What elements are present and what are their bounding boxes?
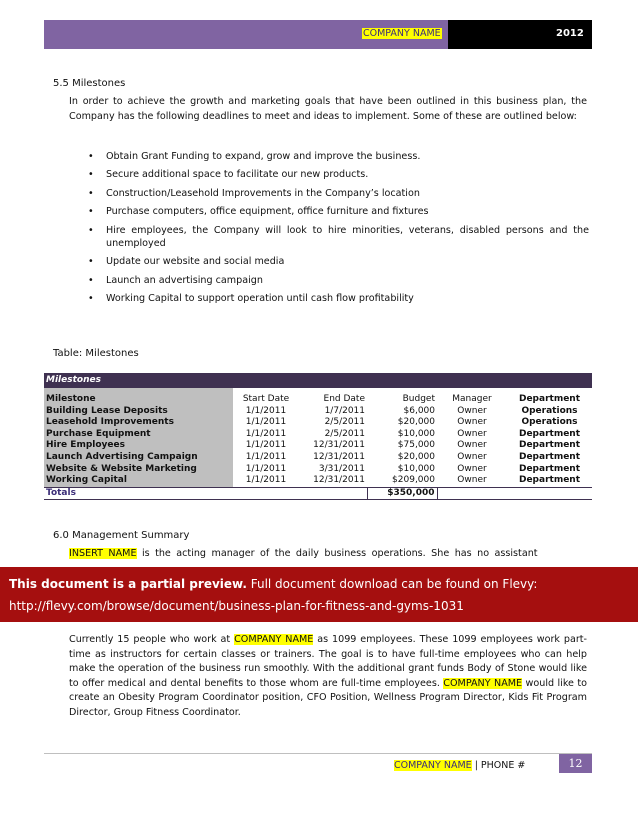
cell-milestone: Leasehold Improvements (44, 417, 233, 429)
table-title: Milestones (44, 373, 592, 388)
page-number: 12 (559, 754, 592, 773)
personnel-paragraph (69, 633, 587, 721)
cell-start: 1/1/2011 (245, 428, 287, 439)
totals-label: Totals (44, 487, 233, 500)
milestones-bullet-list (69, 150, 589, 310)
cell-budget: $6,000 (403, 405, 435, 416)
section-heading-management: 6.0 Management Summary (53, 530, 190, 541)
header-company-name: COMPANY NAME (363, 28, 441, 39)
table-row (44, 475, 592, 487)
insert-name-highlight: INSERT NAME (69, 548, 137, 559)
table-row (44, 429, 592, 441)
cell-start: 1/1/2011 (245, 405, 287, 416)
cell-budget: $10,000 (397, 463, 435, 474)
list-item: • Purchase computers, office equipment, office furniture and fixtures (88, 206, 429, 218)
cell-manager: Owner (457, 405, 487, 416)
list-item: • Working Capital to support operation until cash flow profitability (88, 292, 414, 304)
cell-manager: Owner (457, 463, 487, 474)
col-header-end: End Date (323, 394, 365, 404)
cell-manager: Owner (457, 451, 487, 462)
footer-phone: | PHONE # (471, 760, 526, 771)
cell-department: Operations (521, 405, 578, 416)
company-name-highlight: COMPANY NAME (443, 677, 523, 689)
cell-end: 12/31/2011 (313, 451, 365, 462)
cell-manager: Owner (457, 475, 487, 486)
table-row (44, 417, 592, 429)
cell-end: 3/31/2011 (318, 463, 365, 474)
cell-milestone: Building Lease Deposits (44, 406, 233, 418)
table-row (44, 406, 592, 418)
table-row (44, 440, 592, 452)
table-totals-row (44, 487, 592, 500)
personnel-text-2: as 1099 employees. These 1099 employees work part-time as instructors for certain classes or trainers. The goal is to have full-time employees who can help make the operation of the business run smoothly. With the additional grant funds Body of Stone would like to offer medical and dental benefits to those whom are full-time employees. (69, 634, 587, 689)
cell-budget: $209,000 (392, 475, 435, 486)
cell-department: Department (518, 440, 581, 451)
preview-banner-message (9, 577, 537, 591)
section-heading-milestones: 5.5 Milestones (53, 78, 126, 89)
cell-budget: $20,000 (397, 451, 435, 462)
col-header-milestone: Milestone (44, 394, 233, 406)
cell-end: 12/31/2011 (313, 440, 365, 451)
cell-manager: Owner (457, 440, 487, 451)
personnel-text-3: would like to create an Obesity Program Coordinator position, CFO Position, Wellness Program Director, Kids Fit Program Director, Group Fitness Coordinator. (69, 677, 588, 718)
company-name-highlight: COMPANY NAME (234, 634, 314, 645)
cell-department: Department (518, 475, 581, 486)
cell-start: 1/1/2011 (245, 463, 287, 474)
header-year: 2012 (556, 28, 584, 39)
cell-department: Department (518, 451, 581, 462)
cell-milestone: Website & Website Marketing (44, 464, 233, 476)
list-item: • Hire employees, the Company will look to hire minorities, veterans, disabled persons and the unemployed (88, 224, 589, 249)
milestones-table (44, 373, 592, 500)
cell-end: 2/5/2011 (324, 417, 365, 428)
preview-download-link[interactable]: http://flevy.com/browse/document/business-plan-for-fitness-and-gyms-1031 (9, 599, 464, 613)
cell-milestone: Launch Advertising Campaign (44, 452, 233, 464)
cell-end: 1/7/2011 (324, 405, 365, 416)
cell-department: Department (518, 463, 581, 474)
preview-banner-bold: This document is a partial preview. (9, 577, 247, 591)
list-item: • Construction/Leasehold Improvements in the Company’s location (88, 187, 420, 199)
cell-budget: $10,000 (397, 428, 435, 439)
col-header-manager: Manager (452, 394, 492, 404)
cell-end: 12/31/2011 (313, 475, 365, 486)
cell-milestone: Hire Employees (44, 440, 233, 452)
cell-start: 1/1/2011 (245, 417, 287, 428)
list-item: • Launch an advertising campaign (88, 274, 263, 286)
cell-start: 1/1/2011 (245, 475, 287, 486)
cell-milestone: Purchase Equipment (44, 429, 233, 441)
col-header-start: Start Date (242, 394, 290, 404)
table-row (44, 464, 592, 476)
cell-manager: Owner (457, 428, 487, 439)
cell-manager: Owner (457, 417, 487, 428)
table-caption: Table: Milestones (53, 348, 139, 359)
footer-company-phone (394, 760, 525, 771)
cell-department: Department (518, 428, 581, 439)
cell-milestone: Working Capital (44, 475, 233, 487)
table-title-row (44, 373, 592, 388)
cell-end: 2/5/2011 (324, 428, 365, 439)
personnel-text-1: Currently 15 people who work at (69, 634, 235, 645)
list-item: • Update our website and social media (88, 256, 285, 268)
management-text-body: is the acting manager of the daily business operations. She has no assistant (136, 548, 538, 559)
milestones-intro: In order to achieve the growth and marketing goals that have been outlined in this business plan, the Company has the following deadlines to meet and ideas to implement. Some of these are outlined below: (69, 96, 587, 122)
cell-start: 1/1/2011 (245, 451, 287, 462)
preview-banner-rest: Full document download can be found on Flevy: (246, 577, 538, 591)
cell-budget: $20,000 (397, 417, 435, 428)
footer-divider (44, 753, 592, 754)
cell-start: 1/1/2011 (245, 440, 287, 451)
col-header-budget: Budget (402, 394, 435, 404)
preview-banner (0, 567, 638, 622)
table-row (44, 452, 592, 464)
list-item: • Obtain Grant Funding to expand, grow and improve the business. (88, 151, 421, 162)
cell-department: Operations (521, 417, 578, 428)
footer-company-name: COMPANY NAME (394, 760, 472, 771)
management-text (69, 547, 587, 562)
totals-value: $350,000 (367, 487, 437, 500)
col-header-department: Department (518, 394, 581, 404)
list-item: • Secure additional space to facilitate our new products. (88, 169, 369, 181)
table-header-row (44, 394, 592, 406)
cell-budget: $75,000 (397, 440, 435, 451)
